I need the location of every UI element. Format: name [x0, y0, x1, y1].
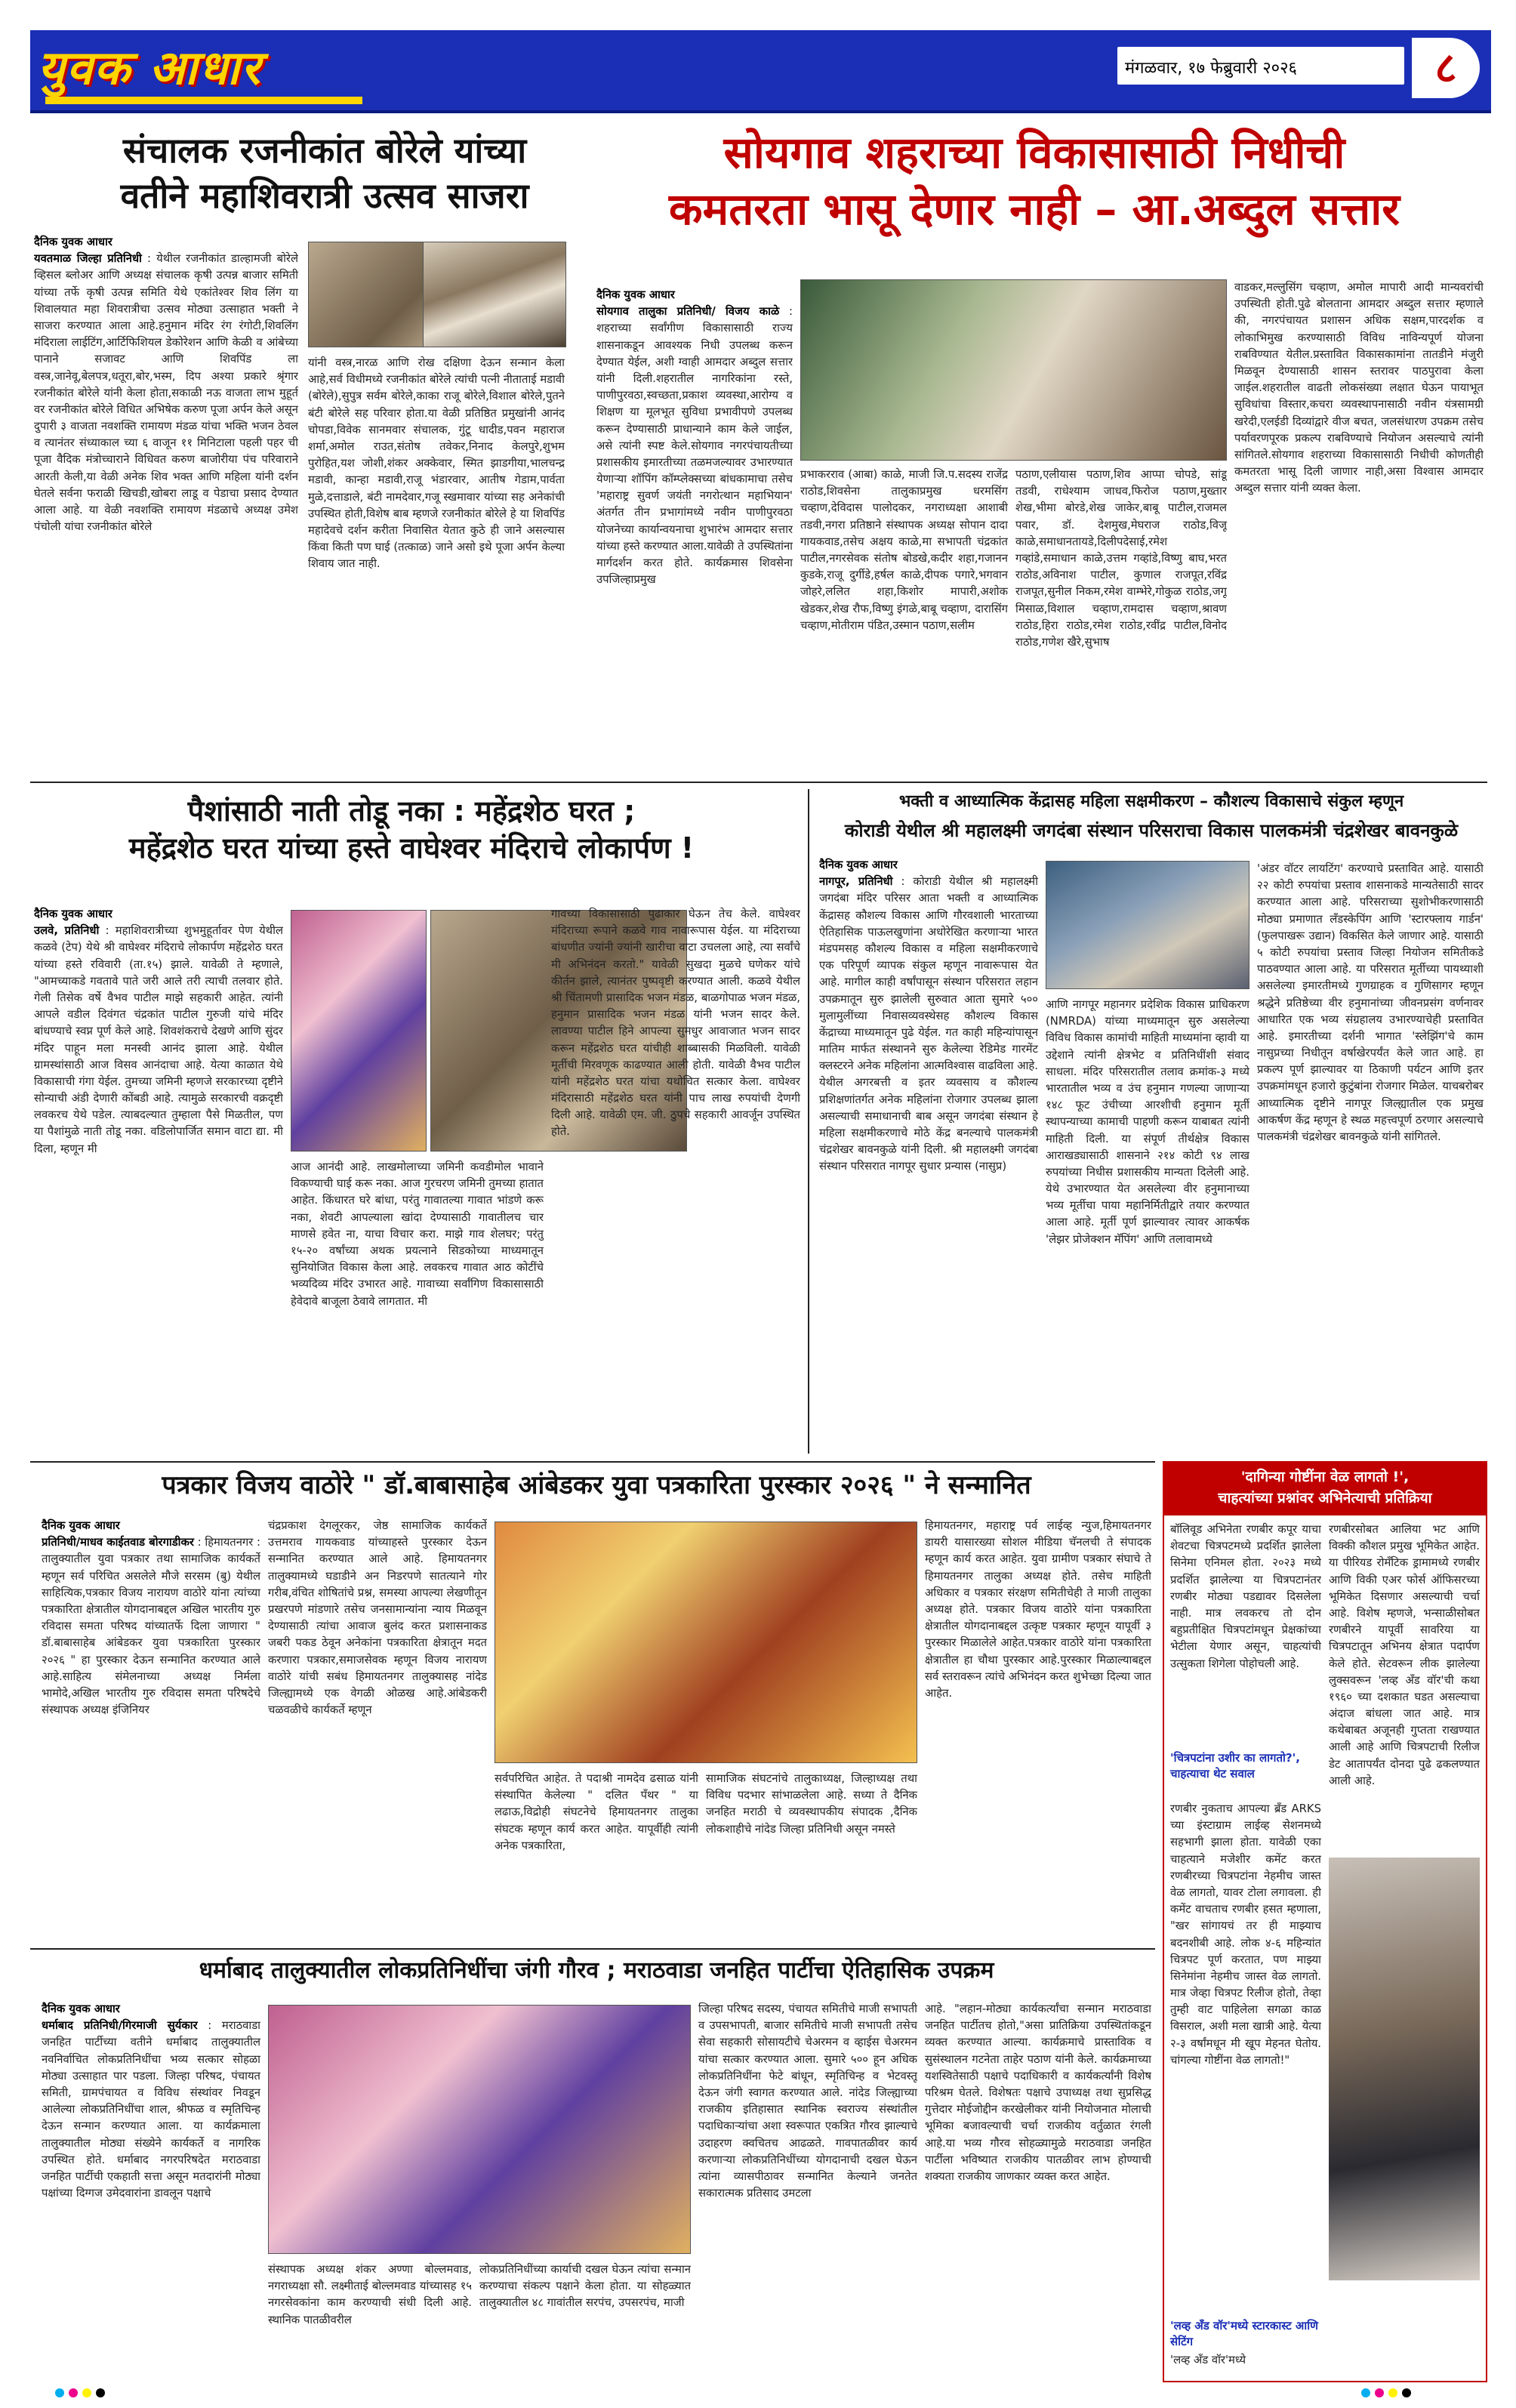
article-7-col-2: [1170, 1801, 1321, 2262]
headline-line: पैशांसाठी नाती तोडू नका : महेंद्रशेठ घरत ;: [187, 794, 636, 828]
magenta-dot: [69, 2388, 78, 2397]
article-3-photo-left: [291, 910, 427, 1152]
masthead: [30, 30, 1491, 113]
article-2-col-1: [596, 287, 793, 770]
article-6-col-2: [268, 2262, 472, 2379]
article-1-photo-side: [423, 242, 566, 347]
body-text: आहे. "लहान-मोठ्या कार्यकर्त्यांचा सन्मान मराठवाडा जनहित पार्टीतच होतो,"असा प्रातिक्रिया उपस्थितांकडून व्यक्त करण्यात आल्या. कार्यक्रमाचे प्रास्ताविक व सुसंस्थालन गटनेता ताहेर पठाण यांनी केले. कार्यक्रमाच्या यशस्वितेसाठी पक्षाचे पदाधिकारी व कार्यकर्त्यांनी विशेष परिश्रम घेतले. विशेषतः पक्षाचे उपाध्यक्ष तथा सुप्रसिद्ध गुत्तेदार मोईजोद्दीन करखेलीकर यांनी नियोजनात मोलाची भूमिका बजावल्याची चर्चा राजकीय वर्तुळात रंगली आहे.या भव्य गौरव सोहळ्यामुळे मराठवाडा जनहित पार्टीला भविष्यात राजकीय पातळीवर लाभ होण्याची शक्यता राजकीय जाणकार व्यक्त करत आहेत.: [925, 2003, 1151, 2183]
article-7-banner: [1164, 1463, 1486, 1515]
logo-underline: [45, 97, 362, 104]
article-5-photo: [495, 1522, 917, 1763]
body-text: सामाजिक संघटनांचे तालुकाध्यक्ष, जिल्हाध्यक्ष तथा विविध पदभार सांभाळलेला आहे. सध्या ते दैनिक जनहित मराठी चे व्यवस्थापकीय संपादक ,दैनिक लोकशाहीचे नांदेड जिल्हा प्रतिनिधी असून नमस्ते: [706, 1772, 917, 1836]
byline: दैनिक युवक आधार: [819, 859, 898, 871]
yellow-dot: [82, 2388, 91, 2397]
headline-line: महेंद्रशेठ घरत यांच्या हस्ते वाघेश्वर मंदिराचे लोकार्पण !: [128, 831, 695, 865]
byline: दैनिक युवक आधार: [34, 908, 112, 920]
article-5-col-1: [42, 1518, 260, 1941]
article-3-headline: [34, 793, 789, 868]
body-text: प्रभाकरराव (आबा) काळे, माजी जि.प.सदस्य राजेंद्र राठोड,शिवसेना तालुकाप्रमुख धरमसिंग चव्हाण,देविदास पालोदकर, नगराध्यक्षा आशाबी तडवी,नगरा प्रतिष्ठाने संस्थापक अध्यक्ष सोपान दादा गायकवाड,तसेच अक्षय काळे,मा सभापती चंद्रकांत पाटील,नगरसेवक संतोष बोडखे,कदीर शहा,गजानन कुडके,राजू दुर्गीडे,हर्षल काळे,दीपक पगारे,भगवान जोहरे,ललित शहा,किशोर मापारी,अशोक खेडकर,शेख रौफ,विष्णु इंगळे,बाबू चव्हाण, दारासिंग चव्हाण,मोतीराम पंडित,उस्मान पठाण,सलीम: [800, 468, 1008, 632]
byline-location: उलवे, प्रतिनिधी: [34, 924, 100, 938]
article-7-subhead-1: 'चित्रपटांना उशीर का लागतो?', चाहत्याचा थेट सवाल: [1170, 1751, 1300, 1781]
article-3-col-2: [291, 1159, 544, 1450]
byline-location: धर्माबाद प्रतिनिधी/गिरमाजी सुर्यकार: [42, 2019, 198, 2033]
article-5-col-5: [925, 1518, 1151, 1941]
body-text: : शहराच्या सर्वांगीण विकासासाठी राज्य शासनाकडून आवश्यक निधी उपलब्ध करून देण्यात येईल, अशी ग्वाही आमदार अब्दुल सत्तार यांनी दिली.शहरातील नागरिकांना रस्ते, पाणीपुरवठा,स्वच्छता,प्रकाश व्यवस्था,आरोग्य व शिक्षण या मूलभूत सुविधा प्रभावीपणे उपलब्ध करून देण्यासाठी प्राधान्याने काम केले जाईल, असे त्यांनी स्पष्ट केले.सोयगाव नगरपंचायतीच्या प्रशासकीय इमारतीच्या तळमजल्यावर उभारण्यात येणाऱ्या शॉपिंग कॉम्प्लेक्सच्या बांधकामाचा तसेच 'महाराष्ट्र सुवर्ण जयंती नगरोत्थान महाभियान' अंतर्गत तीन प्रभागांमध्ये नवीन पाणीपुरवठा योजनेच्या कार्यान्वयनाचा शुभारंभ आमदार सत्तार यांच्या हस्ते करण्यात आला.यावेळी ते उपस्थितांना मार्गदर्शन करत होते. कार्यक्रमास शिवसेना उपजिल्हाप्रमुख: [596, 305, 793, 587]
registration-marks-left: [53, 2386, 355, 2401]
byline-location: नागपूर, प्रतिनिधी: [819, 875, 893, 889]
body-text: पठाण,एलीयास पठाण,शिव आप्पा चोपडे, सांडू तडवी, राधेश्याम जाधव,फिरोज पठाण,मुख्तार शेख,भीमा बोरडे,शेख जाकेर,बाबू पाटील,राजमल पवार, डॉ. देशमुख,मेघराज राठोड,विजू काळे,समाधानतायडे,दिलीपदेसाई,रमेश गव्हांडे,समाधान काळे,उत्तम गव्हांडे,विष्णु बाघ,भरत राठोड,अविनाश पाटील, कुणाल राजपूत,रविंद्र राजपूत,सुनील निकम,रमेश वाम्भेरे,गोकुळ राठोड,जगू मिसाळ,विशाल चव्हाण,रामदास चव्हाण,श्रावण राठोड,हिरा राठोड,रमेश राठोड,रवींद्र पाटील,विनोद राठोड,गणेश खैरे,सुभाष: [1015, 468, 1227, 649]
body-text: संस्थापक अध्यक्ष शंकर अण्णा बोल्लमवाड, नगराध्यक्षा सौ. लक्ष्मीताई बोल्लमवाड यांच्यासह १५ नगरसेवकांना काम करण्याची संधी दिली आहे. स्थानिक पातळीवरील: [268, 2263, 472, 2326]
article-4-col-2: [1046, 997, 1249, 1454]
body-text: रणबीरसोबत आलिया भट आणि विक्की कौशल प्रमुख भूमिकेत आहेत. या पीरियड रोमँटिक ड्रामामध्ये रणबीर आणि विकी एअर फोर्स ऑफिसरच्या भूमिकेत दिसणार असल्याची चर्चा आहे. विशेष म्हणजे, भन्साळीसोबत रणबीरने यापूर्वी सावरिया या चित्रपटातून अभिनय क्षेत्रात पदार्पण केले होते. सेटवरून लीक झालेल्या लुक्सवरून 'लव्ह अँड वॉर'ची कथा १९६० च्या दशकात घडत असल्याचा अंदाज बांधला जात आहे. मात्र कथेबाबत अजूनही गुप्तता राखण्यात आली आहे आणि चित्रपटाची रिलीज डेट आतापर्यंत दोनदा पुढे ढकलण्यात आली आहे.: [1329, 1523, 1480, 1787]
headline-line: कमतरता भासू देणार नाही – आ.अब्दुल सत्तार: [669, 183, 1400, 236]
article-5-headline: पत्रकार विजय वाठोरे " डॉ.बाबासाहेब आंबेडकर युवा पत्रकारिता पुरस्कार २०२६ " ने सन्मानित: [162, 1470, 1031, 1500]
column-divider: [808, 789, 809, 1454]
black-dot: [1402, 2388, 1411, 2397]
article-1-col-1: [34, 234, 298, 770]
article-7-subhead-2: 'लव्ह अँड वॉर'मध्ये स्टारकास्ट आणि सेटिंग: [1170, 2319, 1318, 2348]
body-text: 'अंडर वॉटर लायटिंग' करण्याचे प्रस्तावित आहे. यासाठी २२ कोटी रुपयांचा प्रस्ताव शासनाकडे मान्यतेसाठी सादर करण्यात आला आहे. परिसराच्या सुशोभीकरणासाठी मोठ्या प्रमाणात लँडस्केपिंग आणि 'स्टारफ्लाय गार्डन' (फुलपाखरू उद्यान) विकसित केले जाणार आहे. यासाठी ५ कोटी रुपयांचा प्रस्ताव जिल्हा नियोजन समितीकडे पाठवण्यात आला आहे. या परिसरात मूर्तीच्या पायथ्याशी असलेल्या इमारतीमध्ये गुणग्राहक व गुणिसागर म्हणून श्रद्धेने प्रतिष्ठेच्या वीर हनुमानांच्या जीवनप्रसंग वर्णनावर आधारित एक भव्य संग्रहालय उभारण्याचेही प्रस्तावित आहे. इमारतीच्या दर्शनी भागात 'स्लेझिंग'चे काम नासुप्रच्या निधीतून वर्षाखेरपर्यंत केले जात आहे. हा प्रकल्प पूर्ण झाल्यावर या ठिकाणी पर्यटन आणि इतर उपक्रमांमधून हजारो कुटुंबांना रोजगार मिळेल. याचबरोबर आध्यात्मिक दृष्टीने नागपूर जिल्ह्यातील एक प्रमुख आकर्षण केंद्र म्हणून हे स्थळ महत्त्वपूर्ण ठरणार असल्याचे पालकमंत्री चंद्रशेखर बावनकुळे यांनी सांगितले.: [1257, 862, 1484, 1143]
article-5-col-3: [495, 1771, 698, 1941]
article-6-headline: धर्माबाद तालुक्यातील लोकप्रतिनिधींचा जंगी गौरव ; मराठवाडा जनहित पार्टीचा ऐतिहासिक उपक्रम: [199, 1957, 994, 1984]
article-6-col-4: [698, 2001, 917, 2379]
body-text: चंद्रप्रकाश देगलूरकर, जेष्ठ सामाजिक कार्यकर्ते उत्तमराव गायकवाड यांच्याहस्ते पुरस्कार देऊन सन्मानित करण्यात आले आहे. हिमायतनगर तालुक्यामध्ये घडाडीने अन निडरपणे सातत्याने गोर गरीब,वंचित शोषितांचे प्रश्न, समस्या आपल्या लेखणीतून प्रखरपणे मांडणारे तसेच जनसामान्यांना न्याय मिळवून देण्यासाठी त्यांचा आवाज बुलंद करत प्रशासनाकड जबरी पकड ठेवून अनेकांना पत्रकारिता क्षेत्रातून मदत करणारा पत्रकार,समाजसेवक म्हणून विजय नारायण वाठोरे यांची सबंध हिमायतनगर तालुक्यासह नांदेड जिल्ह्यामध्ये एक वेगळी ओळख आहे.आंबेडकरी चळवळीचे कार्यकर्ते म्हणून: [268, 1519, 487, 1717]
actor-photo: [1329, 1858, 1480, 2280]
article-6-col-1: [42, 2001, 260, 2379]
article-3-col-1: [34, 906, 283, 1450]
body-text: रणबीर नुकताच आपल्या ब्रँड ARKS च्या इंस्टाग्राम लाईव्ह सेशनमध्ये सहभागी झाला होता. यावेळी एका चाहत्याने मजेशीर कमेंट करत रणबीरच्या चित्रपटांना नेहमीच जास्त वेळ लागतो, यावर टोला लगावला. ही कमेंट वाचताच रणबीर हसत म्हणाला, "खर सांगायचं तर ही माझ्याच बदनशीबी आहे. लोक ४-६ महिन्यांत चित्रपट पूर्ण करतात, पण माझ्या सिनेमांना नेहमीच जास्त वेळ लागतो. मात्र जेव्हा चित्रपट रिलीज होतो, तेव्हा तुम्ही वाट पाहिलेला सगळा काळ विसराल, अशी मला खात्री आहे. येत्या २-३ वर्षांमधून मी खूप मेहनत घेतोय. चांगल्या गोष्टींना वेळ लागतो!": [1170, 1802, 1321, 2067]
article-4-col-3: [1257, 861, 1484, 1454]
article-7-col-1: [1170, 1522, 1321, 1748]
body-text: : मराठवाडा जनहित पार्टीच्या वतीने धर्माबाद तालुक्यातील नवनिर्वाचित लोकप्रतिनिधींचा भव्य सत्कार सोहळा मोठ्या उत्साहात पार पडला. जिल्हा परिषद, पंचायत समिती, ग्रामपंचायत व विविध संस्थांवर निवडून आलेल्या लोकप्रतिनिधींचा शाल, श्रीफळ व स्मृतिचिन्ह देऊन सन्मान करण्यात आला. या कार्यक्रमाला तालुक्यातील मोठ्या संख्येने कार्यकर्ते व नागरिक उपस्थित होते. धर्माबाद नगरपरिषदेत मराठवाडा जनहित पार्टीची एकहाती सत्ता असून मतदारांनी मोठ्या पक्षांच्या दिग्गज उमेदवारांना डावलून पक्षाचे: [42, 2019, 260, 2200]
newspaper-logo: युवक आधार: [38, 40, 262, 95]
body-text: आज आनंदी आहे. लाखमोलाच्या जमिनी कवडीमोल भावाने विकण्याची घाई करू नका. आज गुरचरण जमिनी तुमच्या हातात आहेत. किंधारत घरे बांधा, परंतु गावातल्या गावात भांडणे करू नका, शेवटी आपल्याला खांदा देण्यासाठी गावातीलच चार माणसे हवेत ना, याचा विचार करा. माझे गाव शेलघर; परंतु १५-२० वर्षांच्या अथक प्रयत्नाने सिडकोच्या माध्यमातून सुनियोजित विकास केला आहे. लवकरच गावात आठ कोटींचे भव्यदिव्य मंदिर उभारत आहे. गावाच्या सर्वांगिण विकासासाठी हेवेदावे बाजूला ठेवावे लागतात. मी: [291, 1161, 544, 1308]
cyan-dot: [55, 2388, 64, 2397]
body-text: गावच्या विकासासाठी पुढाकार घेऊन तेच केले. वाघेश्वर मंदिराच्या रूपाने कळवे गाव नावारूपास येईल. या मंदिराच्या बांधणीत ज्यांनी ज्यांनी खारीचा वाटा उचलला आहे, त्या सर्वांचे मी अभिनंदन करतो." यावेळी सुखदा मुळचे घणेकर यांचे कीर्तन झाले, त्यानंतर पुष्पवृष्टी करण्यात आली. कळवे येथील श्री चिंतामणी प्रासादिक भजन मंडळ, बाळगोपाळ भजन मंडळ, हनुमान प्रासादिक भजन मंडळ यांनी भजन सादर केले. लावण्या पाटील हिने आपल्या सुमधुर आवाजात भजन सादर करून महेंद्रशेठ घरत यांचीही शाब्बासकी मिळविली. यावेळी मूर्तीची मिरवणूक काढण्यात आली होती. यावेळी वैभव पाटील यांनी महेंद्रशेठ घरत यांचा यथोचित सत्कार केला. वाघेश्वर मंदिरासाठी महेंद्रशेठ घरत यांनी पाच लाख रुपयांची देणगी दिली आहे. यावेळी एम. जी. ठुपचे सहकारी आवर्जून उपस्थित होते.: [551, 908, 800, 1139]
article-1-headline: [83, 128, 566, 219]
magenta-dot: [1375, 2388, 1384, 2397]
yellow-dot: [1388, 2388, 1397, 2397]
article-4-kicker: भक्ती व आध्यात्मिक केंद्रासह महिला सक्षमीकरण – कौशल्य विकासाचे संकुल म्हणून: [898, 792, 1404, 811]
byline: दैनिक युवक आधार: [34, 236, 112, 248]
article-7-col-3: [1170, 2352, 1321, 2375]
section-divider: [30, 782, 1487, 783]
body-text: : कोराडी येथील श्री महालक्ष्मी जगदंबा मंदिर परिसर आता भक्ती व आध्यात्मिक केंद्रासह कौशल्य विकास आणि गौरवशाली भारताच्या ऐतिहासिक पाऊलखुणांना अधोरेखित करणाऱ्या भारत मंडपमसह कौशल्य विकास व महिला सक्षमीकरणाचे एक परिपूर्ण व्यापक संकुल म्हणून नावारूपास येत आहे. मागील काही वर्षांपासून संस्थान परिसरात लहान उपक्रमातून सुरु झालेली सुरुवात आता सुमारे ५०० मुलामुलींच्या निवासव्यवस्थेसह कौशल्य विकास केंद्राच्या माध्यमातून पुढे येईल. गत काही महिन्यांपासून मातिम मार्फत संस्थानने सुरु केलेल्या रेडिमेड गारमेंट क्लस्टरने अनेक महिलांना आत्मविश्वास वाढविला आहे. येथील अगरबत्ती व इतर व्यवसाय व कौशल्य प्रशिक्षणांतर्गत अनेक महिलांना रोजगार उपलब्ध झाला असल्याची समाधानाची बाब असून जगदंबा संस्थान हे महिला सक्षमीकरणाचे मोठे केंद्र बनल्याचे पालकमंत्री चंद्रशेखर बावनकुळे यांनी दिली. श्री महालक्ष्मी जगदंबा संस्थान परिसरात नागपूर सुधार प्रन्यास (नासुप्र): [819, 875, 1038, 1173]
byline: दैनिक युवक आधार: [596, 288, 675, 301]
body-text: 'लव्ह अँड वॉर'मध्ये: [1170, 2354, 1246, 2366]
page-number: ८: [1412, 38, 1480, 98]
byline-location: सोयगाव तालुका प्रतिनिधी/ विजय काळे: [596, 305, 780, 319]
article-7-col-4: [1329, 1522, 1480, 1854]
article-2-col-4: [1234, 279, 1484, 770]
byline-location: प्रतिनिधी/माधव काईतवाड बोरगाडीकर: [42, 1536, 194, 1549]
banner-line: चाहत्यांच्या प्रश्नांवर अभिनेत्याची प्रतिक्रिया: [1218, 1489, 1432, 1506]
article-6-col-3: [479, 2262, 691, 2379]
article-4-headline: कोराडी येथील श्री महालक्ष्मी जगदंबा संस्थान परिसराचा विकास पालकमंत्री चंद्रशेखर बावनकुळे: [844, 820, 1459, 841]
article-3-col-3: [551, 906, 800, 1450]
headline-line: सोयगाव शहराच्या विकासासाठी निधीची: [723, 127, 1345, 178]
registration-marks-right: [1359, 2386, 1480, 2401]
article-5-col-4: [706, 1771, 917, 1941]
body-text: हिमायतनगर, महाराष्ट्र पर्व लाईव्ह न्युज,हिमायतनगर डायरी यासारख्या सोशल मीडिया चॅनलची ते संपादक म्हणून कार्य करत आहेत. युवा ग्रामीण पत्रकार संघाचे ते हिमायतनगर तालुका अध्यक्ष होते. तसेच माहिती अधिकार व पत्रकार संरक्षण समितीचेही ते माजी तालुका अध्यक्ष होते. पत्रकार विजय वाठोरे यांना पत्रकारिता क्षेत्रातील योगदानाबद्दल उत्कृष्ट पत्रकार म्हणून यापूर्वी ३ पुरस्कार मिळालेले आहेत.पत्रकार वाठोरे यांना पत्रकारिता क्षेत्रातील हा चौथा पुरस्कार आहे.पुरस्कार मिळाल्याबद्दल सर्व स्तरावरून त्यांचे अभिनंदन करत शुभेच्छा दिल्या जात आहेत.: [925, 1519, 1151, 1700]
byline-location: यवतमाळ जिल्हा प्रतिनिधी: [34, 252, 142, 266]
body-text: लोकप्रतिनिधींच्या कार्याची दखल घेऊन त्यांचा सन्मान करण्याचा संकल्प पक्षाने केला होता. या सोहळ्यात तालुक्यातील ४८ गावांतील सरपंच, उपसरपंच, माजी: [479, 2263, 691, 2310]
article-6-col-5: [925, 2001, 1151, 2379]
article-2-col-3: [1015, 467, 1227, 770]
headline-line: वतीने महाशिवरात्री उत्सव साजरा: [120, 174, 529, 216]
article-4-col-1: [819, 857, 1038, 1454]
body-text: वाडकर,मल्लुसिंग चव्हाण, अमोल मापारी आदी मान्यवरांची उपस्थिती होती.पुढे बोलताना आमदार अब्दुल सत्तार म्हणाले की, नगरपंचायत प्रशासन अधिक सक्षम,पारदर्शक व लोकाभिमुख करण्यासाठी विविध नाविन्यपूर्ण योजना राबविण्यात येतील.प्रस्तावित विकासकामांना तातडीने मंजुरी मिळवून देण्यासाठी शासन स्तरावर पाठपुरावा केला जाईल.शहरातील वाढती लोकसंख्या लक्षात घेऊन पायाभूत सुविधांचा विस्तार,कचरा व्यवस्थापनासाठी नवीन यंत्रसामग्री खरेदी,एलईडी दिव्यांद्वारे वीज बचत, जलसंधारण उपक्रम तसेच पर्यावरणपूरक प्रकल्प राबविण्याचे नियोजन असल्याचे त्यांनी सांगितले.सोयगाव शहराच्या विकासासाठी निधीची कोणतीही कमतरता भासू दिली जाणार नाही,असा विश्वास आमदार अब्दुल सत्तार यांनी व्यक्त केला.: [1234, 281, 1484, 495]
banner-line: 'दागिन्या गोष्टींना वेळ लागतो !',: [1240, 1469, 1410, 1485]
black-dot: [96, 2388, 105, 2397]
article-5-col-2: [268, 1518, 487, 1941]
headline-line: संचालक रजनीकांत बोरेले यांच्या: [122, 130, 527, 171]
article-4-photo: [1046, 861, 1249, 989]
body-text: जिल्हा परिषद सदस्य, पंचायत समितीचे माजी सभापती व उपसभापती, बाजार समितीचे माजी सभापती तसेच सेवा सहकारी सोसायटीचे चेअरमन व व्हाईस चेअरमन यांचा सत्कार करण्यात आला. सुमारे ५०० हून अधिक लोकप्रतिनिधींना फेटे बांधून, स्मृतिचिन्ह व भेटवस्तू देऊन जंगी स्वागत करण्यात आले. नांदेड जिल्ह्याच्या राजकीय इतिहासात स्थानिक स्वराज्य संस्थांतील पदाधिकाऱ्यांचा अशा स्वरूपात एकत्रित गौरव झाल्याचे उदाहरण क्वचितच आढळते. गावपातळीवर कार्य करणाऱ्या लोकप्रतिनिधींच्या योगदानाची दखल घेऊन त्यांना व्यासपीठावर सन्मानित केल्याने जनतेत सकारात्मक प्रतिसाद उमटला: [698, 2003, 917, 2200]
article-2-col-2: [800, 467, 1008, 770]
body-text: : येथील रजनीकांत डाल्हामजी बोरेले व्हिसल ब्लोअर आणि अध्यक्ष संचालक कृषी उत्पन्न बाजार समिती यांच्या तर्फे कृषी उत्पन्न समिति येथे एकांतेश्वर शिव लिंग या शिवालयात महा शिवरात्रीचा उत्सव मोठ्या उत्साहात भक्ती ने साजरा करण्यात आला आहे.हनुमान मंदिर रंग रंगोटी,शिवलिंग मंदिराला लाईटिंग,आर्टिफिशियल डेकोरेशन आणि केळी व आंबेच्या पानाने सजावट आणि शिवपिंड ला वस्त्र,जानेवू,बेलपत्र,धतूरा,बोर,भस्म, दिप अश्या प्रकारे श्रृंगार रजनीकांत बोरेले यांनी केला होता,सकाळी नऊ वाजता लाभ मुहूर्त वर रजनीकांत बोरेले विधित अभिषेक करुण पूजा अर्पन केले असून दुपारी ३ वाजता नवशक्ति रामायण मंडळ यांचा भक्ति भजन ठेवल व त्यानंतर संध्याकाल च्या ६ वाजून ११ मिनिटाला पहली पहर ची पूजा वैदिक मंत्रोच्चाराने विधिवत करुण बाजोरीया पंच परिवाराने आरती केली,या वेळी अनेक शिव भक्त आणि महिला यांनी दर्शन घेतले सर्वना फराळी खिचडी,खोबरा लाडू व पेडाचा प्रसाद देण्यात आला आहे. या वेळी नवशक्ति रामायण मंडळाचे अध्यक्ष उमेश पंचोली यांचा रजनीकांत बोरेले: [34, 252, 298, 534]
byline: दैनिक युवक आधार: [42, 2003, 120, 2015]
section-divider: [30, 1948, 1155, 1950]
body-text: आणि नागपूर महानगर प्रदेशिक विकास प्राधिकरण (NMRDA) यांच्या माध्यमातून सुरु असलेल्या विविध विकास कामांची माहिती माध्यमांना व्हावी या उद्देशाने त्यांनी क्षेत्रभेट व प्रतिनिधींशी संवाद साधला. मंदिर परिसरातील तलाव क्रमांक-३ मध्ये भारतातील भव्य व उंच हनुमान गणल्या जाणाऱ्या १४८ फूट उंचीच्या आरशीची हनुमान मूर्ती स्थापन्याच्या कामाची पाहणी करून याबाबत त्यांनी माहिती दिली. या संपूर्ण तीर्थक्षेत्र विकास आराखड्यासाठी शासनाने २१४ कोटी ९४ लाख रुपयांच्या निधीस प्रशासकीय मान्यता दिलेली आहे. येथे उभारण्यात येत असलेल्या वीर हनुमानाच्या भव्य मूर्तीचा पाया महानिर्मितीद्वारे तयार करण्यात आला आहे. मूर्ती पूर्ण झाल्यावर त्यावर आकर्षक 'लेझर प्रोजेक्शन मॅपिंग' आणि तलावामध्ये: [1046, 998, 1249, 1246]
issue-date: मंगळवार, १७ फेब्रुवारी २०२६: [1117, 47, 1404, 85]
body-text: : महाशिवरात्रीच्या शुभमुहूर्तावर पेण येथील कळवे (टेप) येथे श्री वाघेश्वर मंदिराचे लोकार्पण महेंद्रशेठ घरत यांच्या हस्ते रविवारी (ता.१५) झाले. यावेळी ते म्हणाले, "आमच्याकडे गवतावे पाते जरी आले तरी त्याची तलवार होते. गेली तिसेक वर्षे वैभव पाटील माझे सहकारी आहेत. त्यांनी आपले वडील दिवंगत चंद्रकांत पाटील गुरुजी यांचे मंदिर बांधण्याचे स्वप्न पूर्ण केले आहे. शिवशंकराचे देखणे आणि सुंदर मंदिर पाहून मला मनस्वी आनंद झाला आहे. येथील ग्रामस्थांसाठी आज विसव आनंदाचा आहे. येत्या काळात येथे विकासाची गंगा येईल. तुमच्या जमिनी म्हणजे सरकारच्या दृष्टीने सोन्याची अंडी देणारी कोंबडी आहे. त्यामुळे सरकारची वक्रदृष्टी लवकरच येथे पडेल. त्याबदल्यात तुम्हाला पैसे मिळतील, पण या पैशांमुळे नाती तोडू नका. वडिलोपार्जित समान वाटा द्या. मी दिला, म्हणून मी: [34, 924, 283, 1155]
article-2-photo: [800, 279, 1227, 461]
body-text: : हिमायतनगर : तालुक्यातील युवा पत्रकार तथा सामाजिक कार्यकर्ते म्हणून सर्व परिचित असलेले मौजे सरसम (बु) येथील साहित्यिक,पत्रकार विजय नारायण वाठोरे यांना त्यांच्या पत्रकारिता क्षेत्रातील योगदानाबद्दल अखिल भारतीय गुरु रविदास समता परिषद यांच्यातर्फे दिला जाणारा " डॉ.बाबासाहेब आंबेडकर युवा पत्रकारिता पुरस्कार २०२६ " हा पुरस्कार देऊन सन्मानित करण्यात आले आहे.साहित्य संमेलनाच्या अध्यक्ष निर्मला भामोदे,अखिल भारतीय गुरु रविदास समता परिषदेचे संस्थापक अध्यक्ष इंजिनियर: [42, 1536, 260, 1717]
section-divider: [30, 1461, 1155, 1463]
article-1-col-2: [308, 355, 565, 770]
body-text: सर्वपरिचित आहेत. ते पदाश्री नामदेव ढसाळ यांनी संस्थापित केलेल्या " दलित पँथर " या लढाऊ,विद्रोही संघटनेचे हिमायतनगर तालुका संघटक म्हणून कार्य करत आहेत. यापूर्वीही त्यांनी अनेक पत्रकारिता,: [495, 1772, 698, 1852]
cyan-dot: [1361, 2388, 1370, 2397]
article-6-photo: [268, 2005, 691, 2254]
article-2-headline: [581, 125, 1487, 239]
body-text: बॉलिवूड अभिनेता रणबीर कपूर याचा शेवटचा चित्रपटमध्ये प्रदर्शित झालेला सिनेमा एनिमल होता. २०२३ मध्ये प्रदर्शित झालेल्या या चित्रपटानंतर रणबीर मोठ्या पडद्यावर दिसलेला नाही. मात्र लवकरच तो दोन बहुप्रतीक्षित चित्रपटांमधून प्रेक्षकांच्या भेटीला येणार असून, चाहत्यांची उत्सुकता शिगेला पोहोचली आहे.: [1170, 1523, 1321, 1670]
byline: दैनिक युवक आधार: [42, 1519, 120, 1532]
body-text: यांनी वस्त्र,नारळ आणि रोख दक्षिणा देऊन सन्मान केला आहे,सर्व विधीमध्ये रजनीकांत बोरेले त्यांची पत्नी नीताताई मडावी (बोरेले),सुपुत्र सर्वम बोरेले,काका राजू बोरेले,विशाल बोरेले,पुतने बंटी बोरेले सह परिवार होता.या वेळी प्रतिष्ठित प्रमुखांनी आनंद चोपडा,विवेक सानमवार संचालक, गुंटू धादीड,पवन महाराज शर्मा,अमोल राउत,संतोष तवेकर,निनाद केलपुरे,शुभम पुरोहित,यश जोशी,शंकर अक्केवार, स्मित झाडगीया,भालचन्द्र मडावी, कान्हा मडावी,राजू भंडारवार, आतीष गेडाम,पार्वता मुळे,दत्ताडाले, बंटी नामदेवार,गजू स्खमावार यांच्या सह अनेकांची उपस्थित होती,विशेष बाब म्हणजे रजनीकांत बोरेले हे या शिवपिंड महादेवचे दर्शन करीता निवासित येतात कुठे ही जाने असल्यास किंवा किती पण घाई (तत्काळ) जाने असो इथे पूजा अर्पन केल्या शिवाय जात नाही.: [308, 356, 565, 571]
